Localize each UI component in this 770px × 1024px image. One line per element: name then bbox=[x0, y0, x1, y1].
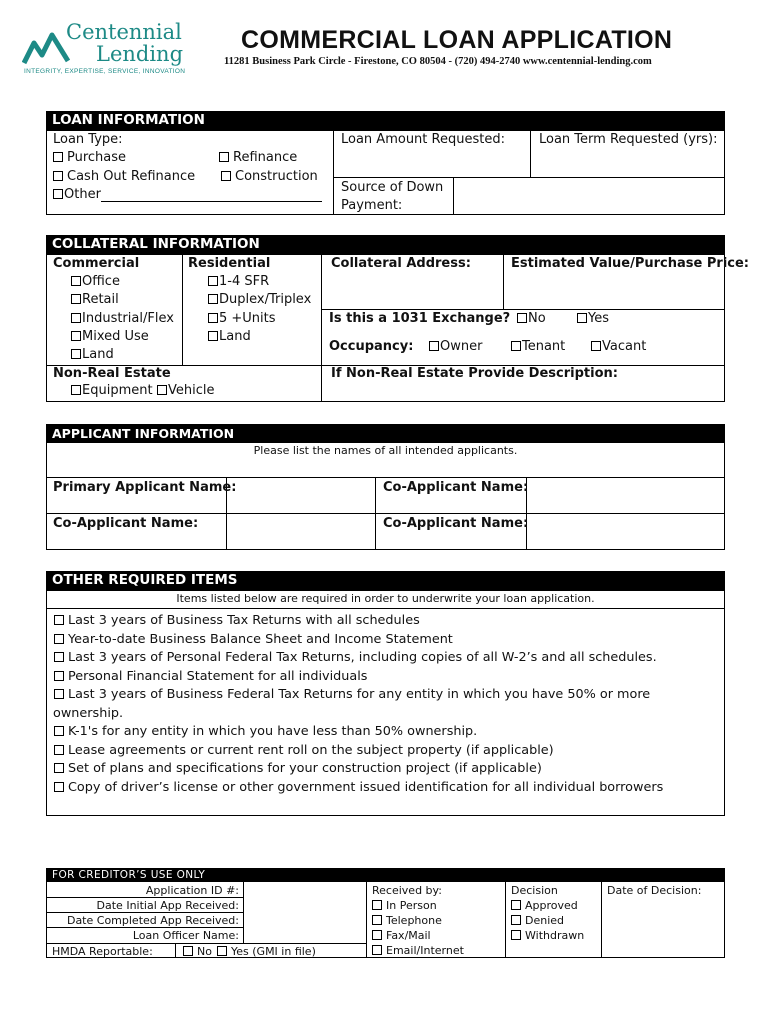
commercial-industrial[interactable]: Industrial/Flex bbox=[71, 311, 174, 326]
withdrawn-checkbox[interactable] bbox=[511, 930, 521, 940]
industrial-checkbox[interactable] bbox=[71, 313, 81, 323]
application-id-label: Application ID #: bbox=[145, 884, 239, 897]
date-completed-field[interactable] bbox=[245, 913, 365, 926]
section-header-collateral: COLLATERAL INFORMATION bbox=[46, 235, 725, 254]
collateral-address-label: Collateral Address: bbox=[331, 256, 471, 271]
occupancy-label: Occupancy: bbox=[329, 339, 414, 354]
residential-label: Residential bbox=[188, 256, 271, 271]
required-item[interactable]: Copy of driver’s license or other government issued identification for all individual borrowers bbox=[54, 779, 724, 798]
date-completed-label: Date Completed App Received: bbox=[66, 914, 239, 927]
vacant-checkbox[interactable] bbox=[591, 341, 601, 351]
decision-label: Decision bbox=[511, 884, 558, 897]
owner-checkbox[interactable] bbox=[429, 341, 439, 351]
page-title: COMMERCIAL LOAN APPLICATION bbox=[241, 26, 673, 54]
brand-name-line1: Centennial bbox=[66, 20, 182, 44]
required-item-checkbox[interactable] bbox=[54, 634, 64, 644]
commercial-land-checkbox[interactable] bbox=[71, 349, 81, 359]
required-item[interactable]: Set of plans and specifications for your construction project (if applicable) bbox=[54, 760, 724, 779]
exchange-yes-option[interactable]: Yes bbox=[577, 311, 609, 326]
telephone-checkbox[interactable] bbox=[372, 915, 382, 925]
required-item-checkbox[interactable] bbox=[54, 726, 64, 736]
occupancy-owner[interactable]: Owner bbox=[429, 339, 482, 354]
residential-land-checkbox[interactable] bbox=[208, 331, 218, 341]
loan-type-cash-out[interactable]: Cash Out Refinance bbox=[53, 169, 195, 184]
occupancy-vacant[interactable]: Vacant bbox=[591, 339, 646, 354]
co-applicant-3-label: Co-Applicant Name: bbox=[383, 516, 529, 531]
residential-5-units[interactable]: 5 +Units bbox=[208, 311, 276, 326]
loan-type-construction[interactable]: Construction bbox=[221, 169, 318, 184]
email-checkbox[interactable] bbox=[372, 945, 382, 955]
loan-officer-field[interactable] bbox=[245, 928, 365, 942]
company-address: 11281 Business Park Circle - Firestone, CO 80504 - (720) 494-2740 www.centennial-lending.com bbox=[224, 56, 652, 67]
sfr-checkbox[interactable] bbox=[208, 276, 218, 286]
estimated-value-label: Estimated Value/Purchase Price: bbox=[511, 256, 749, 271]
received-by-label: Received by: bbox=[372, 884, 442, 897]
section-header-loan-info: LOAN INFORMATION bbox=[46, 111, 725, 130]
application-id-field[interactable] bbox=[245, 883, 365, 896]
decision-withdrawn[interactable]: Withdrawn bbox=[511, 929, 584, 942]
date-of-decision-field[interactable] bbox=[603, 898, 723, 956]
required-item-checkbox[interactable] bbox=[54, 689, 64, 699]
occupancy-tenant[interactable]: Tenant bbox=[511, 339, 565, 354]
co-applicant-2-field[interactable] bbox=[228, 515, 374, 549]
vehicle-checkbox[interactable] bbox=[157, 385, 167, 395]
required-item[interactable]: Personal Financial Statement for all individuals bbox=[54, 668, 724, 687]
required-item[interactable]: K-1's for any entity in which you have less than 50% ownership. bbox=[54, 723, 724, 742]
primary-applicant-label: Primary Applicant Name: bbox=[53, 480, 237, 495]
received-email[interactable]: Email/Internet bbox=[372, 944, 464, 957]
hmda-no-checkbox[interactable] bbox=[183, 946, 193, 956]
received-telephone[interactable]: Telephone bbox=[372, 914, 442, 927]
required-item-checkbox[interactable] bbox=[54, 671, 64, 681]
loan-type-other[interactable]: Other bbox=[53, 187, 101, 202]
exchange-1031-label: Is this a 1031 Exchange? bbox=[329, 311, 511, 326]
section-header-creditor: FOR CREDITOR’S USE ONLY bbox=[46, 868, 725, 882]
non-re-equipment[interactable]: Equipment bbox=[71, 383, 153, 398]
loan-amount-label: Loan Amount Requested: bbox=[341, 132, 505, 147]
mixed-use-checkbox[interactable] bbox=[71, 331, 81, 341]
office-checkbox[interactable] bbox=[71, 276, 81, 286]
required-item[interactable]: Last 3 years of Business Federal Tax Returns for any entity in which you have 50% or more bbox=[54, 686, 724, 705]
down-payment-label-2: Payment: bbox=[341, 198, 403, 213]
other-checkbox[interactable] bbox=[53, 189, 63, 199]
exchange-yes-checkbox[interactable] bbox=[577, 313, 587, 323]
five-units-checkbox[interactable] bbox=[208, 313, 218, 323]
required-item-checkbox[interactable] bbox=[54, 763, 64, 773]
loan-officer-label: Loan Officer Name: bbox=[132, 929, 239, 942]
required-item[interactable]: Lease agreements or current rent roll on the subject property (if applicable) bbox=[54, 742, 724, 761]
commercial-label: Commercial bbox=[53, 256, 140, 271]
co-applicant-2-label: Co-Applicant Name: bbox=[53, 516, 199, 531]
decision-denied[interactable]: Denied bbox=[511, 914, 564, 927]
hmda-yes-option[interactable]: Yes (GMI in file) bbox=[217, 945, 316, 958]
brand-tagline: INTEGRITY, EXPERTISE, SERVICE, INNOVATION bbox=[24, 68, 186, 75]
required-item-checkbox[interactable] bbox=[54, 652, 64, 662]
hmda-yes-checkbox[interactable] bbox=[217, 946, 227, 956]
co-applicant-1-field[interactable] bbox=[528, 479, 724, 512]
required-item-checkbox[interactable] bbox=[54, 615, 64, 625]
required-item[interactable]: Last 3 years of Business Tax Returns with all schedules bbox=[54, 612, 724, 631]
loan-term-label: Loan Term Requested (yrs): bbox=[539, 132, 718, 147]
received-fax-mail[interactable]: Fax/Mail bbox=[372, 929, 431, 942]
non-re-vehicle[interactable]: Vehicle bbox=[157, 383, 215, 398]
date-initial-field[interactable] bbox=[245, 898, 365, 911]
in-person-checkbox[interactable] bbox=[372, 900, 382, 910]
required-item-checkbox[interactable] bbox=[54, 782, 64, 792]
cash-out-checkbox[interactable] bbox=[53, 171, 63, 181]
approved-checkbox[interactable] bbox=[511, 900, 521, 910]
construction-checkbox[interactable] bbox=[221, 171, 231, 181]
residential-sfr[interactable]: 1-4 SFR bbox=[208, 274, 269, 289]
purchase-checkbox[interactable] bbox=[53, 152, 63, 162]
decision-approved[interactable]: Approved bbox=[511, 899, 578, 912]
down-payment-label-1: Source of Down bbox=[341, 180, 444, 195]
date-of-decision-label: Date of Decision: bbox=[607, 884, 702, 897]
required-subtitle: Items listed below are required in order to underwrite your loan application. bbox=[176, 592, 595, 605]
commercial-retail[interactable]: Retail bbox=[71, 292, 119, 307]
retail-checkbox[interactable] bbox=[71, 294, 81, 304]
loan-type-refinance[interactable]: Refinance bbox=[219, 150, 297, 165]
fax-mail-checkbox[interactable] bbox=[372, 930, 382, 940]
non-real-estate-label: Non-Real Estate bbox=[53, 366, 171, 381]
commercial-mixed-use[interactable]: Mixed Use bbox=[71, 329, 149, 344]
co-applicant-1-label: Co-Applicant Name: bbox=[383, 480, 529, 495]
commercial-land[interactable]: Land bbox=[71, 347, 114, 362]
commercial-office[interactable]: Office bbox=[71, 274, 120, 289]
residential-duplex[interactable]: Duplex/Triplex bbox=[208, 292, 311, 307]
loan-type-label: Loan Type: bbox=[53, 132, 123, 147]
denied-checkbox[interactable] bbox=[511, 915, 521, 925]
exchange-no-option[interactable]: No bbox=[517, 311, 546, 326]
brand-name-line2: Lending bbox=[96, 42, 184, 66]
exchange-no-checkbox[interactable] bbox=[517, 313, 527, 323]
applicant-subtitle: Please list the names of all intended applicants. bbox=[253, 444, 518, 457]
required-item[interactable]: Year-to-date Business Balance Sheet and Income Statement bbox=[54, 631, 724, 650]
other-input-line[interactable] bbox=[101, 201, 322, 202]
equipment-checkbox[interactable] bbox=[71, 385, 81, 395]
hmda-label: HMDA Reportable: bbox=[52, 945, 153, 958]
required-item[interactable]: Last 3 years of Personal Federal Tax Returns, including copies of all W-2’s and all schedules. bbox=[54, 649, 724, 668]
required-item-continuation: ownership. bbox=[53, 705, 124, 721]
co-applicant-3-field[interactable] bbox=[528, 515, 724, 549]
received-in-person[interactable]: In Person bbox=[372, 899, 437, 912]
tenant-checkbox[interactable] bbox=[511, 341, 521, 351]
section-header-applicant: APPLICANT INFORMATION bbox=[46, 424, 725, 443]
required-item-checkbox[interactable] bbox=[54, 745, 64, 755]
refinance-checkbox[interactable] bbox=[219, 152, 229, 162]
residential-land[interactable]: Land bbox=[208, 329, 251, 344]
non-re-description-label: If Non-Real Estate Provide Description: bbox=[331, 366, 618, 381]
hmda-no-option[interactable]: No bbox=[183, 945, 212, 958]
date-initial-label: Date Initial App Received: bbox=[96, 899, 239, 912]
duplex-checkbox[interactable] bbox=[208, 294, 218, 304]
mountain-logo-icon bbox=[22, 27, 70, 67]
loan-type-purchase[interactable]: Purchase bbox=[53, 150, 126, 165]
section-header-required-items: OTHER REQUIRED ITEMS bbox=[46, 571, 725, 590]
primary-applicant-field[interactable] bbox=[228, 479, 374, 512]
